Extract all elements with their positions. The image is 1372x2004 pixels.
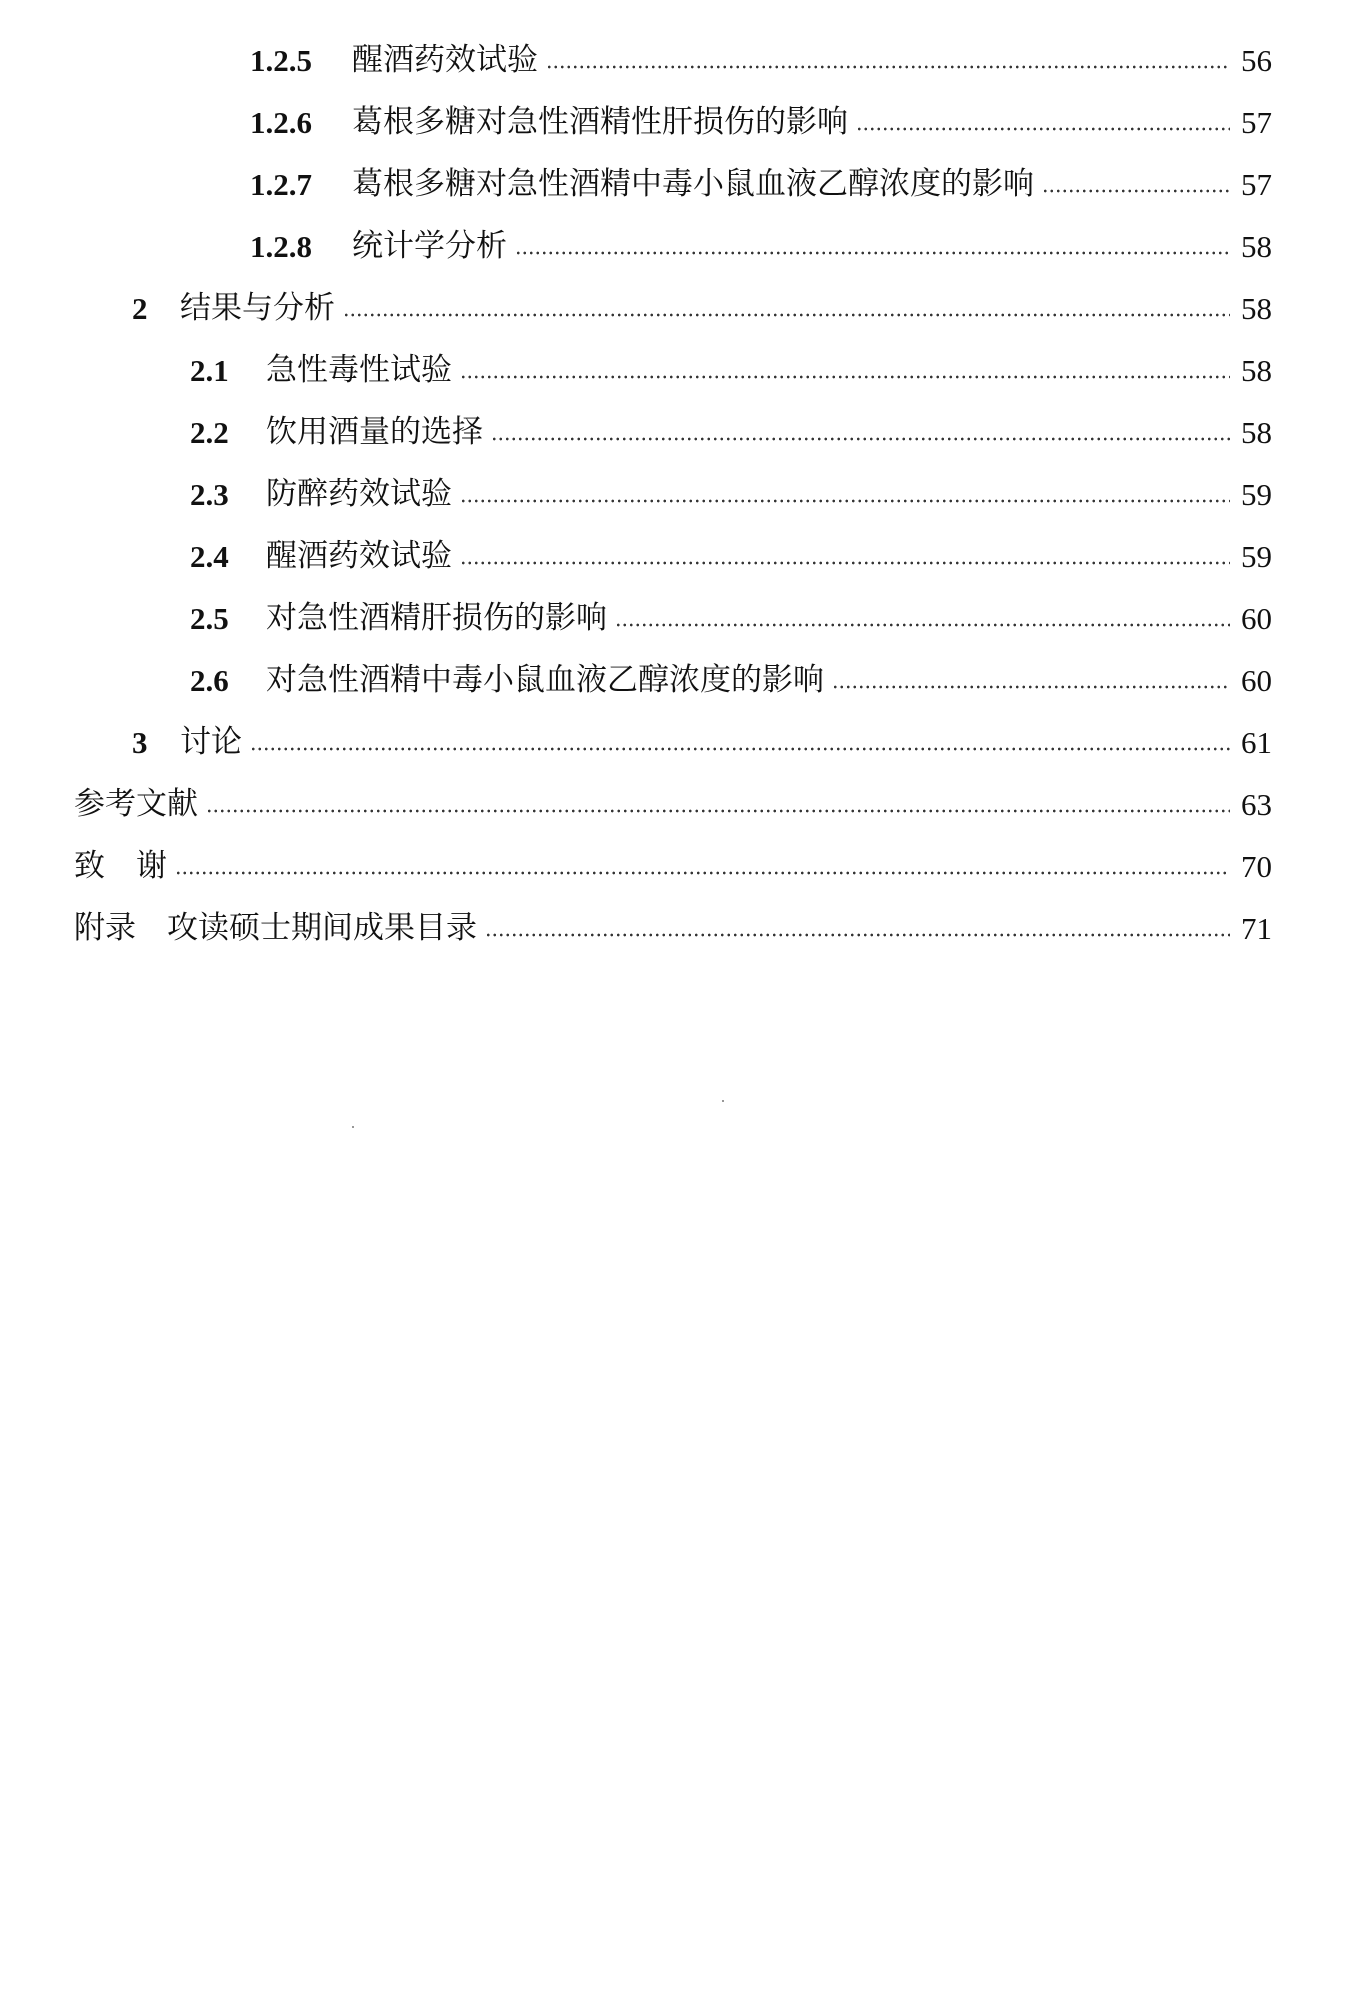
dot-leader [460,561,1230,565]
toc-entry-title: 醒酒药效试验 [352,42,538,78]
toc-entry-title: 统计学分析 [352,228,507,264]
toc-entry-number: 2 [132,291,148,326]
dot-leader [175,871,1230,875]
toc-entry-2-2[interactable] [190,398,1272,448]
toc-entry-title: 葛根多糖对急性酒精中毒小鼠血液乙醇浓度的影响 [352,166,1034,202]
toc-entry-page: 57 [1241,105,1272,140]
toc-entry-1-2-7[interactable] [250,150,1272,200]
toc-entry-page: 59 [1241,477,1272,512]
toc-entry-2-5[interactable] [190,584,1272,634]
toc-entry-2-6[interactable] [190,646,1272,696]
toc-entry-number: 2.5 [190,601,229,636]
toc-entry-title: 对急性酒精中毒小鼠血液乙醇浓度的影响 [266,662,824,698]
toc-entry-2-1[interactable] [190,336,1272,386]
dot-leader [1042,189,1230,193]
toc-entry-number: 2.3 [190,477,229,512]
toc-entry-title: 致 谢 [74,848,167,884]
dot-leader [460,375,1230,379]
toc-entry-1-2-8[interactable] [250,212,1272,262]
toc-entry-number: 3 [132,725,148,760]
toc-entry-page: 58 [1241,291,1272,326]
toc-entry-3[interactable] [132,708,1272,758]
toc-entry-number: 1.2.5 [250,43,312,78]
toc-entry-title: 醒酒药效试验 [266,538,452,574]
dot-leader [491,437,1230,441]
dot-leader [856,127,1230,131]
toc-entry-page: 58 [1241,229,1272,264]
toc-entry-title: 饮用酒量的选择 [266,414,483,450]
toc-entry-title: 急性毒性试验 [266,352,452,388]
toc-entry-number: 1.2.7 [250,167,312,202]
toc-entry-page: 58 [1241,353,1272,388]
toc-entry-page: 57 [1241,167,1272,202]
toc-entry-number: 2.6 [190,663,229,698]
dot-leader [343,313,1230,317]
toc-entry-title: 防醉药效试验 [266,476,452,512]
toc-entry-number: 1.2.8 [250,229,312,264]
dot-leader [485,933,1230,937]
toc-entry-number: 2.4 [190,539,229,574]
toc-entry-title: 葛根多糖对急性酒精性肝损伤的影响 [352,104,848,140]
dot-leader [515,251,1230,255]
toc-entry-page: 63 [1241,787,1272,822]
toc-entry-page: 60 [1241,601,1272,636]
toc-entry-title: 结果与分析 [180,290,335,326]
toc-entry-page: 58 [1241,415,1272,450]
toc-entry-page: 70 [1241,849,1272,884]
dot-leader [615,623,1230,627]
dot-leader [460,499,1230,503]
dot-leader [206,809,1230,813]
dot-leader [832,685,1230,689]
scan-speck [722,1100,724,1102]
toc-entry-page: 56 [1241,43,1272,78]
toc-entry-page: 60 [1241,663,1272,698]
toc-entry-number: 1.2.6 [250,105,312,140]
toc-entry-1-2-6[interactable] [250,88,1272,138]
toc-entry-page: 61 [1241,725,1272,760]
toc-entry-appendix[interactable] [74,894,1272,944]
toc-entry-number: 2.2 [190,415,229,450]
toc-entry-title: 附录 攻读硕士期间成果目录 [74,910,477,946]
toc-entry-2[interactable] [132,274,1272,324]
toc-entry-title: 对急性酒精肝损伤的影响 [266,600,607,636]
toc-entry-1-2-5[interactable] [250,26,1272,76]
scan-speck [352,1126,354,1128]
dot-leader [250,747,1230,751]
toc-entry-2-3[interactable] [190,460,1272,510]
toc-entry-acknowledgements[interactable] [74,832,1272,882]
toc-entry-title: 参考文献 [74,786,198,822]
dot-leader [546,65,1230,69]
toc-entry-number: 2.1 [190,353,229,388]
toc-entry-page: 59 [1241,539,1272,574]
toc-entry-page: 71 [1241,911,1272,946]
toc-entry-references[interactable] [74,770,1272,820]
toc-entry-2-4[interactable] [190,522,1272,572]
toc-entry-title: 讨论 [180,724,242,760]
